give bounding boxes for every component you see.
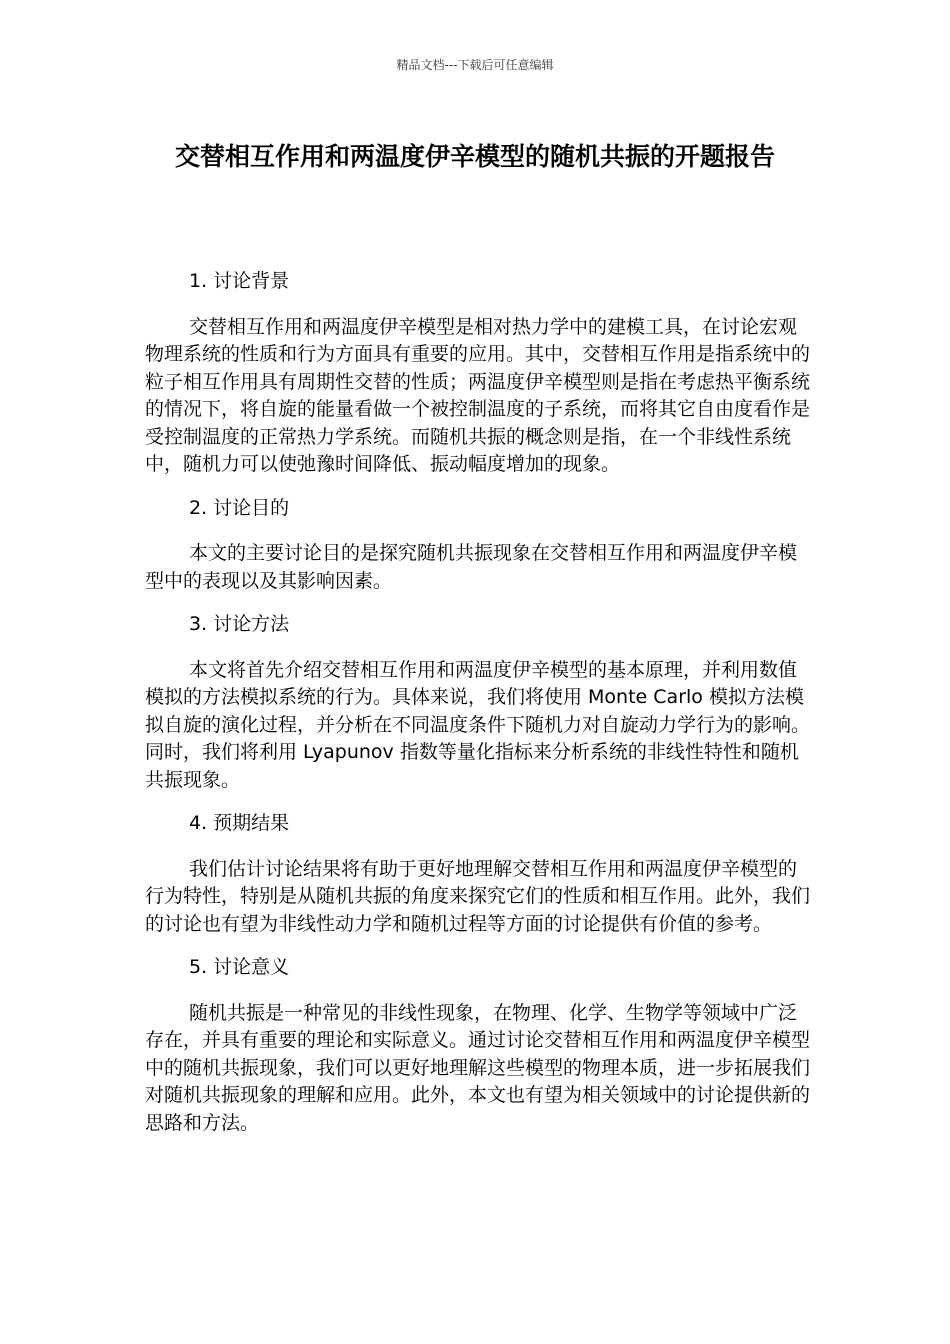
section-body-significance: 随机共振是一种常见的非线性现象，在物理、化学、生物学等领域中广泛存在，并具有重要的理论和实际意义。通过讨论交替相互作用和两温度伊辛模型中的随机共振现象，我们可以更好地理解这些模型的物理本质，进一步拓展我们对随机共振现象的理解和应用。此外，本文也有望为相关领域中的讨论提供新的思路和方法。 xyxy=(145,1001,811,1134)
section-heading-purpose: 2. 讨论目的 xyxy=(189,496,290,519)
section-body-method: 本文将首先介绍交替相互作用和两温度伊辛模型的基本原理，并利用数值模拟的方法模拟系统的行为。具体来说，我们将使用 Monte Carlo 模拟方法模拟自旋的演化过程，并分析在不同温度条件下随机力对自旋动力学行为的影响。同时，我们将利用 Lyapunov 指数等量化指标来分析系统的非线性特性和随机共振现象。 xyxy=(145,658,811,791)
section-body-background: 交替相互作用和两温度伊辛模型是相对热力学中的建模工具，在讨论宏观物理系统的性质和行为方面具有重要的应用。其中，交替相互作用是指系统中的粒子相互作用具有周期性交替的性质；两温度伊辛模型则是指在考虑热平衡系统的情况下，将自旋的能量看做一个被控制温度的子系统，而将其它自由度看作是受控制温度的正常热力学系统。而随机共振的概念则是指，在一个非线性系统中，随机力可以使弛豫时间降低、振动幅度增加的现象。 xyxy=(145,315,811,475)
section-heading-significance: 5. 讨论意义 xyxy=(189,956,290,978)
section-body-expected-results: 我们估计讨论结果将有助于更好地理解交替相互作用和两温度伊辛模型的行为特性，特别是从随机共振的角度来探究它们的性质和相互作用。此外，我们的讨论也有望为非线性动力学和随机过程等方面的讨论提供有价值的参考。 xyxy=(145,857,811,935)
header-watermark: 精品文档---下载后可任意编辑 xyxy=(396,58,554,72)
document-title: 交替相互作用和两温度伊辛模型的随机共振的开题报告 xyxy=(174,142,775,171)
section-heading-method: 3. 讨论方法 xyxy=(189,613,290,635)
section-heading-background: 1. 讨论背景 xyxy=(189,270,290,292)
document-body xyxy=(145,268,810,1137)
section-heading-expected-results: 4. 预期结果 xyxy=(189,812,290,834)
section-body-purpose: 本文的主要讨论目的是探究随机共振现象在交替相互作用和两温度伊辛模型中的表现以及其影响因素。 xyxy=(145,542,798,592)
